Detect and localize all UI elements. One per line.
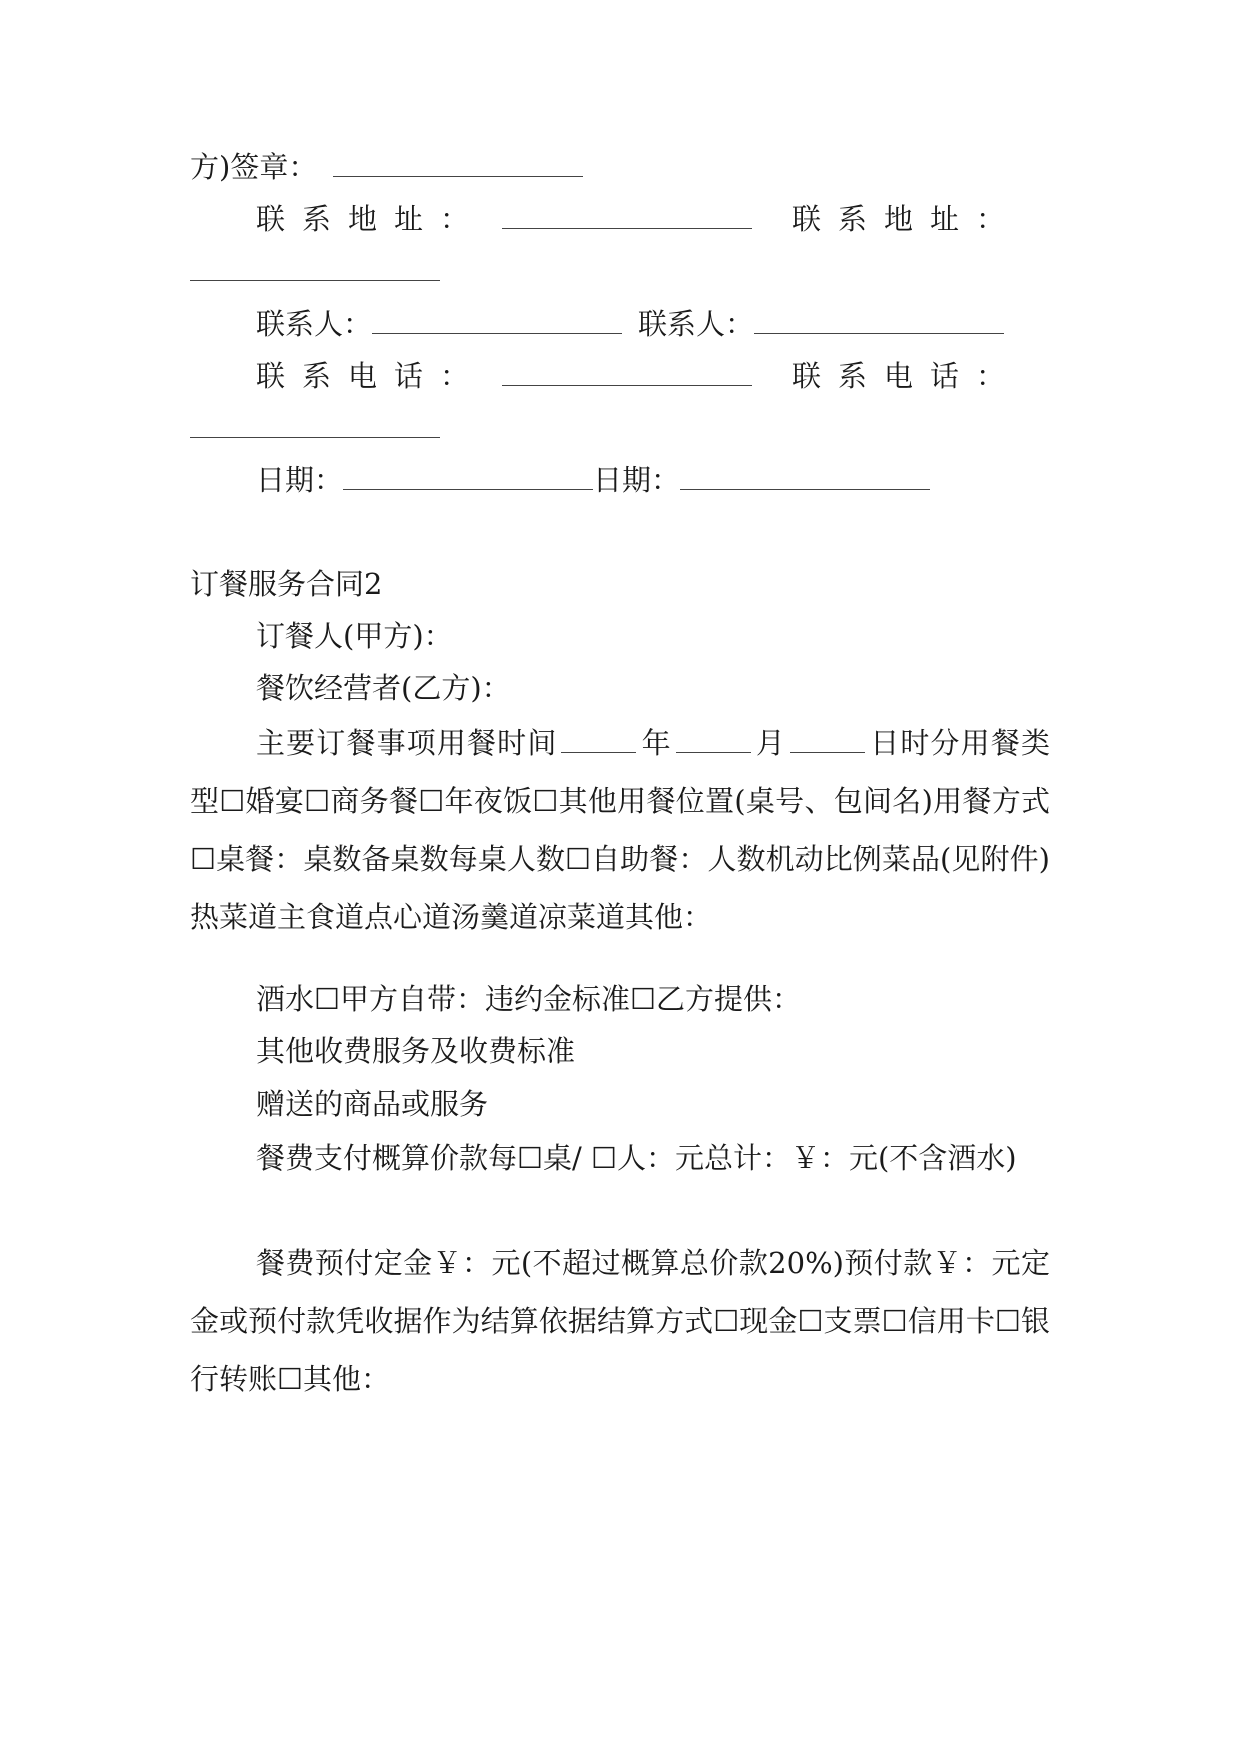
gifts-line: 赠送的商品或服务	[256, 1087, 489, 1121]
address-blank-b[interactable]	[190, 280, 440, 281]
contact-blank-a[interactable]	[372, 309, 622, 334]
address-blank-a[interactable]	[502, 204, 752, 229]
address-label-b: 联系地址：	[792, 202, 1023, 236]
phone-label-b: 联系电话：	[792, 359, 1023, 393]
main-items-intro: 主要订餐事项用餐时间	[256, 726, 558, 760]
date-blank-b[interactable]	[680, 465, 930, 490]
phone-blank-b[interactable]	[190, 437, 440, 438]
sign-blank[interactable]	[333, 152, 583, 177]
address-label-a: 联系地址：	[256, 202, 487, 236]
year-label: 年	[640, 726, 672, 760]
contact-line	[256, 305, 1050, 343]
prepay-paragraph: 餐费预付定金￥：元(不超过概算总价款20%)预付款￥：元定金或预付款凭收据作为结算依据结算方式☐现金☐支票☐信用卡☐银行转账☐其他：	[190, 1246, 1050, 1396]
other-fees-line: 其他收费服务及收费标准	[256, 1034, 576, 1068]
month-blank[interactable]	[676, 728, 751, 753]
contact-blank-b[interactable]	[754, 309, 1004, 334]
phone-blank-a[interactable]	[502, 361, 752, 386]
year-blank[interactable]	[561, 728, 636, 753]
address-line	[256, 200, 1050, 238]
payment-paragraph: 餐费支付概算价款每☐桌/ ☐人：元总计：￥：元(不含酒水)	[256, 1141, 1017, 1175]
contract-title: 订餐服务合同2	[190, 567, 383, 601]
main-items-body: 日时分用餐类型☐婚宴☐商务餐☐年夜饭☐其他用餐位置(桌号、包间名)用餐方式☐桌餐：桌数备桌数每桌人数☐自助餐：人数机动比例菜品(见附件)热菜道主食道点心道汤羹道凉菜道其他：	[190, 726, 1050, 934]
orderer-line: 订餐人(甲方)：	[256, 619, 453, 653]
date-line	[256, 461, 1050, 499]
contact-label-b: 联系人：	[638, 307, 755, 341]
drinks-line: 酒水☐甲方自带：违约金标准☐乙方提供：	[256, 982, 801, 1016]
operator-line: 餐饮经营者(乙方)：	[256, 671, 511, 705]
main-items-paragraph	[190, 714, 1050, 946]
month-label: 月	[754, 726, 787, 760]
phone-label-a: 联系电话：	[256, 359, 487, 393]
sign-label: 方)签章：	[190, 150, 318, 184]
date-label-b: 日期：	[593, 463, 681, 497]
day-blank[interactable]	[790, 728, 865, 753]
phone-line	[256, 357, 1050, 395]
signature-line	[190, 148, 1050, 186]
date-blank-a[interactable]	[343, 465, 593, 490]
contact-label-a: 联系人：	[256, 307, 373, 341]
date-label-a: 日期：	[256, 463, 344, 497]
